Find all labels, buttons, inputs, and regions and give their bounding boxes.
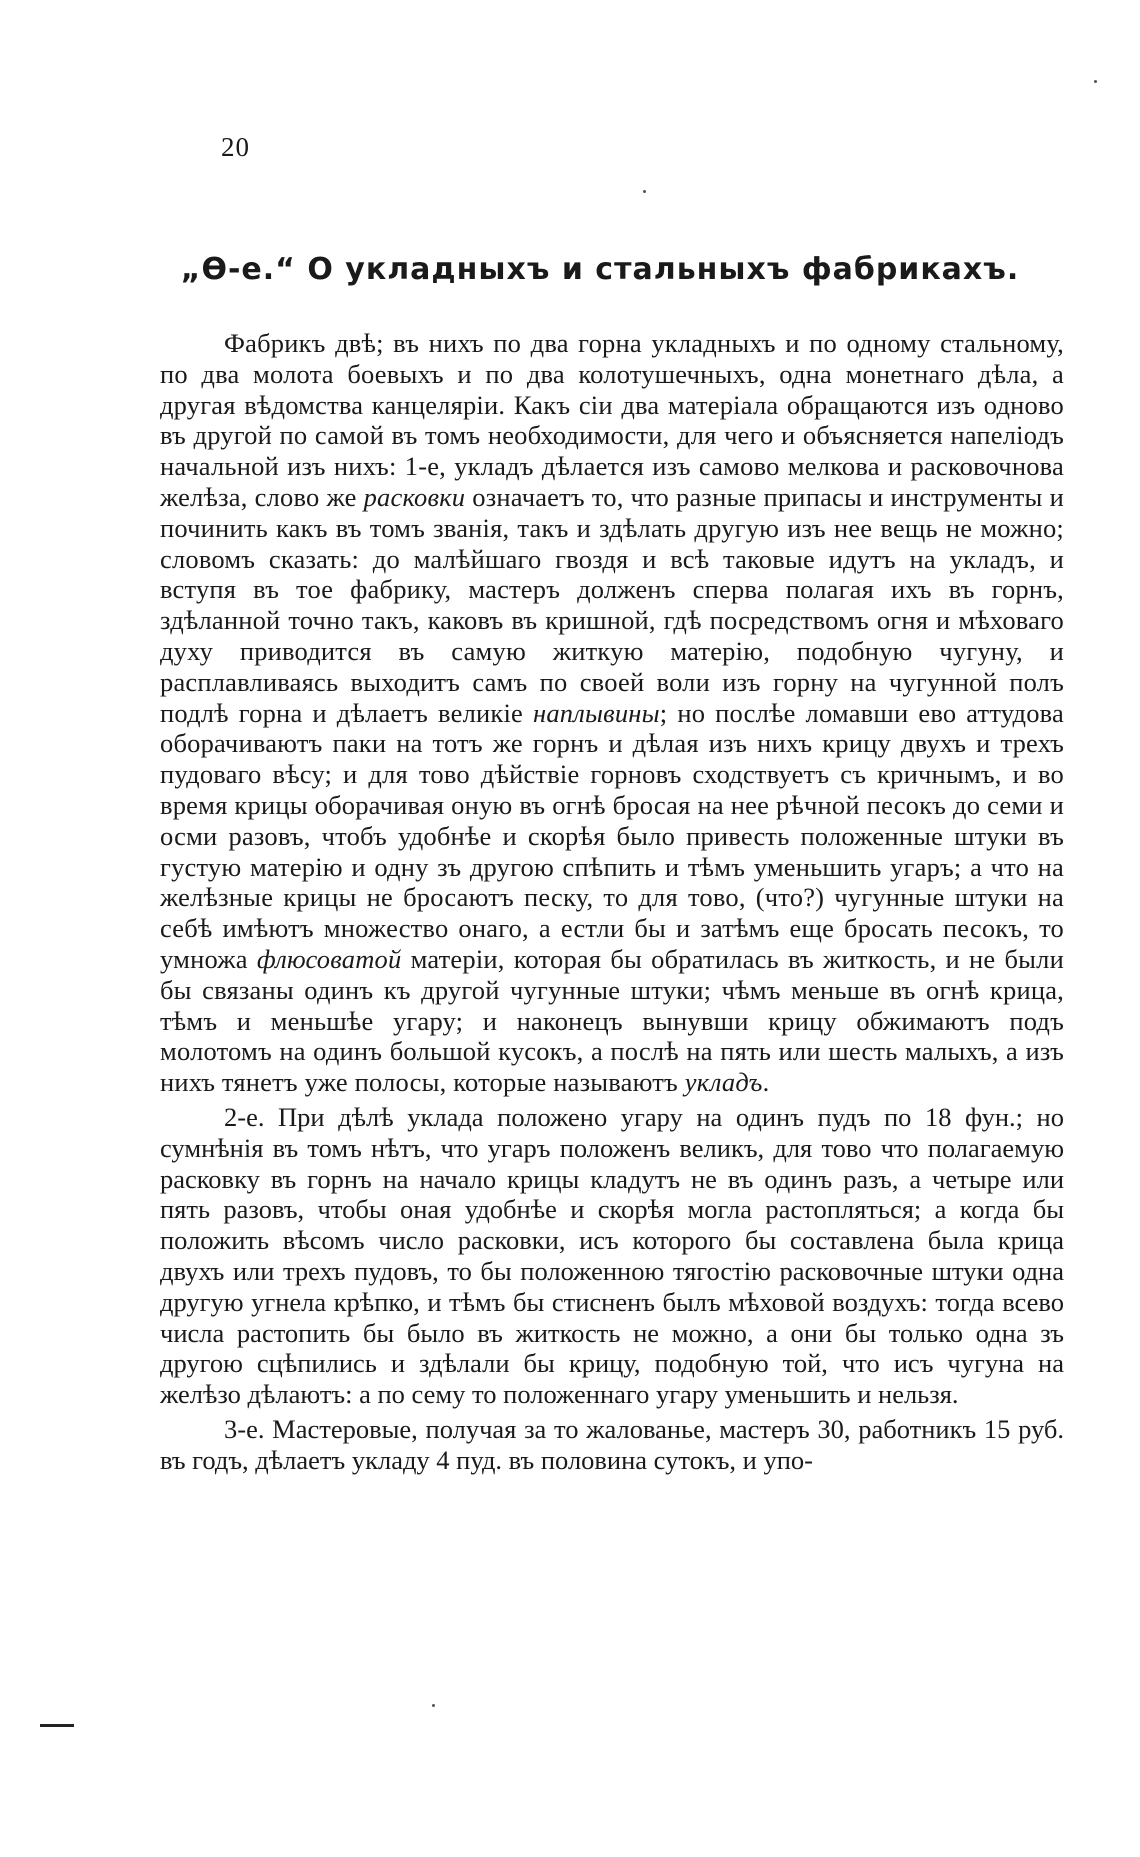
paragraph-1-part-d: матеріи, которая бы обратилась въ житкость, и не были бы связаны одинъ къ другой чугунные штуки; чѣмъ меньше въ огнѣ крица, тѣмъ и меньшѣе угару; и наконецъ вынувши крицу обжимаютъ подъ молотомъ на одинъ большой кусокъ, а послѣ на пять или шесть малыхъ, а изъ нихъ тянетъ уже полосы, которые называютъ (160, 943, 1064, 1098)
margin-speck (643, 190, 646, 193)
italic-term-flyusovatoy: флюсоватой (256, 943, 402, 974)
paragraph-1-part-c: ; но послѣе ломавши ево аттудова оборачиваютъ паки на тотъ же горнъ и дѣлая изъ нихъ крицу двухъ и трехъ пудоваго вѣсу; и для тово дѣйствіе горновъ сходствуетъ съ кричнымъ, и во время крицы оборачивая оную въ огнѣ бросая на нее рѣчной песокъ до семи и осми разовъ, чтобъ удобнѣе и скорѣя было привесть положенные штуки въ густую матерію и одну зъ другою спѣпить и тѣмъ уменьшить угаръ; а что на желѣзные крицы не бросаютъ песку, то для тово, (что?) чугунные штуки на себѣ имѣютъ множество онаго, а естли бы и затѣмъ еще бросать песокъ, то умножа (160, 697, 1065, 974)
italic-term-naplyviny: наплывины (532, 697, 660, 728)
italic-term-raskovki: расковки (363, 481, 466, 512)
paragraph-1-part-b: означаетъ то, что разные припасы и инструменты и починить какъ въ томъ званія, такъ и здѣлать другую изъ нее вещь не можно; словомъ сказать: до малѣйшаго гвоздя и всѣ таковые идутъ на укладъ, и вступя въ тое фабрику, мастеръ долженъ сперва полагая ихъ въ горнъ, здѣланной точно такъ, каковъ въ кришной, гдѣ посредствомъ огня и мѣховаго духу приводится въ самую житкую матерію, подобную чугуну, и расплавливаясь выходитъ самъ по своей воли изъ горну на чугунной полъ подлѣ горна и дѣлаетъ великіе (160, 481, 1064, 728)
paragraph-1-part-e: . (762, 1067, 770, 1098)
margin-speck (432, 1704, 435, 1707)
margin-speck (1094, 80, 1097, 83)
italic-term-uklad: укладъ (684, 1067, 763, 1098)
page-number: 20 (221, 132, 250, 162)
margin-mark (40, 1724, 74, 1727)
paragraph-1-part-a: Фабрикъ двѣ; въ нихъ по два горна укладныхъ и по одному стальному, по два молота боевыхъ и по два колотушечныхъ, одна монетнаго дѣла, а другая вѣдомства канцеляріи. Какъ сіи два матеріала обращаются изъ одново въ другой по самой въ томъ необходимости, для чего и объясняется напеліодъ начальной изъ нихъ: 1-е, укладъ дѣлается изъ самово мелкова и расковочнова желѣза, слово же (160, 328, 1064, 512)
paragraph-1 (160, 328, 1064, 1098)
paragraph-2: 2-е. При дѣлѣ уклада положено угару на одинъ пудъ по 18 фун.; но сумнѣнія въ томъ нѣтъ, что угаръ положенъ великъ, для тово что полагаемую расковку въ горнъ на начало крицы кладутъ не въ одинъ разъ, а четыре или пять разовъ, чтобы оная удобнѣе и скорѣя могла растопляться; а когда бы положить вѣсомъ число расковки, исъ которого бы составлена была крица двухъ или трехъ пудовъ, то бы положенною тягостію расковочные штуки одна другую угнела крѣпко, и тѣмъ бы стисненъ былъ мѣховой воздухъ: тогда всево числа растопить бы было въ житкость не можно, а они бы только одна зъ другою сцѣпились и здѣлали бы крицу, подобную той, что исъ чугуна на желѣзо дѣлаютъ: а по сему то положеннаго угару уменьшить и нельзя. (160, 1101, 1064, 1410)
section-heading: „Ѳ-е.“ О укладныхъ и стальныхъ фабрикахъ. (180, 252, 1020, 287)
body-text (160, 328, 1064, 1475)
paragraph-3: 3-е. Мастеровые, получая за то жалованье, мастеръ 30, работникъ 15 руб. въ годъ, дѣлаетъ укладу 4 пуд. въ половина сутокъ, и упо- (160, 1413, 1064, 1475)
